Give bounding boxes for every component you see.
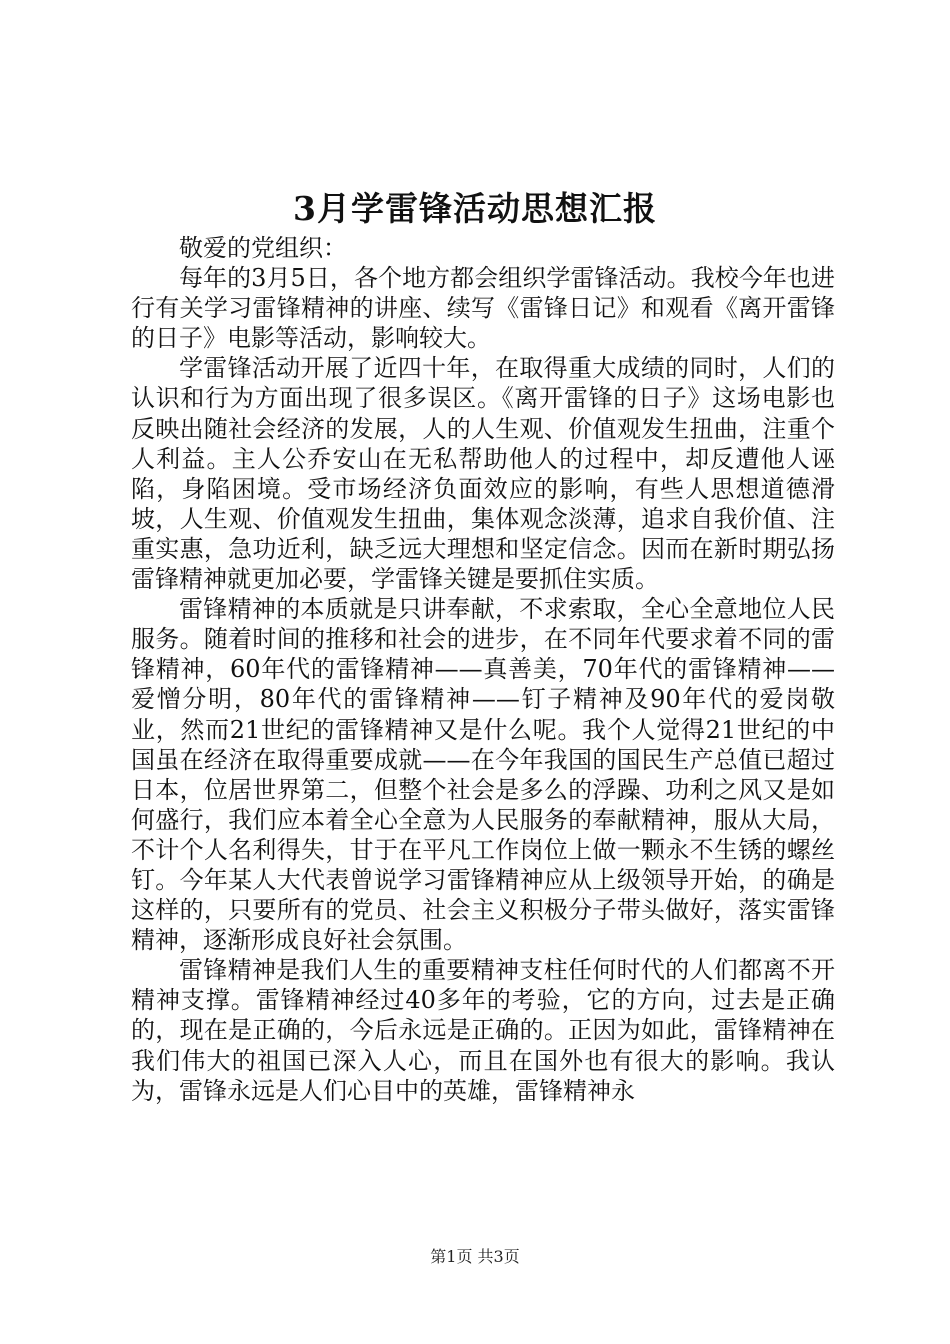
document-body (131, 233, 835, 1106)
body-paragraph: 学雷锋活动开展了近四十年，在取得重大成绩的同时，人们的认识和行为方面出现了很多误区。《离开雷锋的日子》这场电影也反映出随社会经济的发展，人的人生观、价值观发生扭曲，注重个人利益。主人公乔安山在无私帮助他人的过程中，却反遭他人诬陷，身陷困境。受市场经济负面效应的影响，有些人思想道德滑坡，人生观、价值观发生扭曲，集体观念淡薄，追求自我价值、注重实惠，急功近利，缺乏远大理想和坚定信念。因而在新时期弘扬雷锋精神就更加必要，学雷锋关键是要抓住实质。 (131, 354, 835, 594)
page-number-footer: 第1页 共3页 (430, 1247, 520, 1266)
document-title: 3月学雷锋活动思想汇报 (293, 189, 657, 228)
body-paragraph: 雷锋精神是我们人生的重要精神支柱任何时代的人们都离不开精神支撑。雷锋精神经过40多年的考验，它的方向，过去是正确的，现在是正确的，今后永远是正确的。正因为如此，雷锋精神在我们伟大的祖国已深入人心，而且在国外也有很大的影响。我认为，雷锋永远是人们心目中的英雄，雷锋精神永 (131, 956, 835, 1105)
body-paragraph: 雷锋精神的本质就是只讲奉献，不求索取，全心全意地位人民服务。随着时间的推移和社会的进步，在不同年代要求着不同的雷锋精神，60年代的雷锋精神——真善美，70年代的雷锋精神——爱憎分明，80年代的雷锋精神——钉子精神及90年代的爱岗敬业，然而21世纪的雷锋精神又是什么呢。我个人觉得21世纪的中国虽在经济在取得重要成就——在今年我国的国民生产总值已超过日本，位居世界第二，但整个社会是多么的浮躁、功利之风又是如何盛行，我们应本着全心全意为人民服务的奉献精神，服从大局，不计个人名利得失，甘于在平凡工作岗位上做一颗永不生锈的螺丝钉。今年某人大代表曾说学习雷锋精神应从上级领导开始，的确是这样的，只要所有的党员、社会主义积极分子带头做好，落实雷锋精神，逐渐形成良好社会氛围。 (131, 595, 835, 955)
body-paragraph: 每年的3月5日，各个地方都会组织学雷锋活动。我校今年也进行有关学习雷锋精神的讲座、续写《雷锋日记》和观看《离开雷锋的日子》电影等活动，影响较大。 (131, 264, 835, 353)
salutation-paragraph: 敬爱的党组织： (179, 234, 347, 262)
